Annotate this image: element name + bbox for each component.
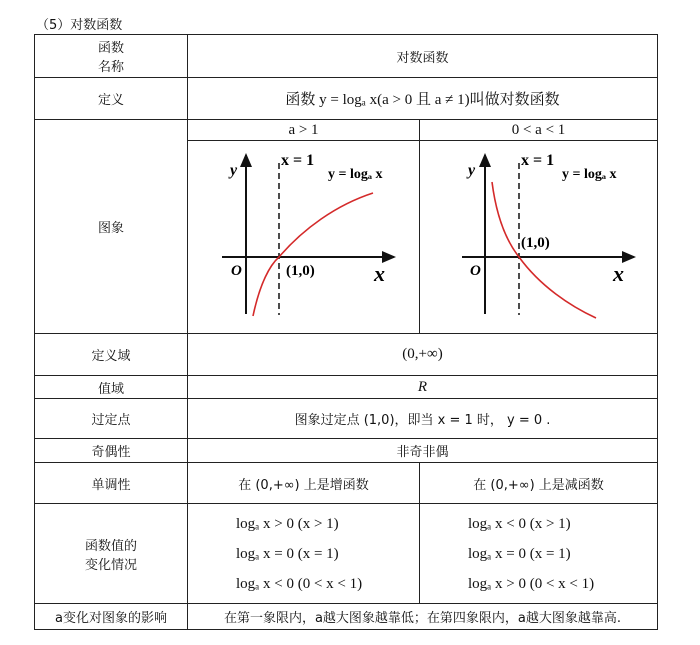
- row-value: 在第一象限内，a越大图象越靠低；在第四象限内，a越大图象越靠高.: [188, 604, 658, 630]
- row-definition: [35, 78, 658, 120]
- value-line: logₐ x = 0 (x = 1): [468, 545, 571, 562]
- row-name: [35, 35, 658, 78]
- row-value-right: 在 (0,+∞) 上是减函数: [420, 463, 658, 504]
- row-fixed-point: [35, 399, 658, 439]
- label-line: 变化情况: [84, 557, 137, 573]
- x-label: x: [613, 261, 624, 286]
- row-label: a变化对图象的影响: [35, 604, 188, 630]
- case-a-gt-1: a > 1: [188, 120, 420, 141]
- row-value: 非奇非偶: [188, 439, 658, 463]
- row-values: [35, 504, 658, 604]
- row-value: 函数 y = logₐ x(a > 0 且 a ≠ 1)叫做对数函数: [188, 78, 658, 120]
- point-label: (1,0): [286, 263, 315, 279]
- y-label: y: [468, 162, 476, 179]
- row-graph-header: [35, 120, 658, 141]
- row-domain: [35, 334, 658, 376]
- values-right: [420, 504, 658, 604]
- case-a-lt-1: 0 < a < 1: [420, 120, 658, 141]
- graph-increasing-svg: [188, 141, 420, 329]
- graph-decreasing-svg: [420, 141, 658, 329]
- row-label: 过定点: [35, 399, 188, 439]
- row-label: 图象: [35, 120, 188, 334]
- y-label: y: [230, 162, 238, 179]
- row-value: 对数函数: [188, 35, 658, 78]
- x-label: x: [374, 261, 385, 286]
- row-label: [35, 504, 188, 604]
- label-line: 函数: [97, 41, 124, 56]
- value-line: logₐ x < 0 (x > 1): [468, 515, 571, 532]
- graph-decreasing: [420, 141, 658, 334]
- graph-increasing: [188, 141, 420, 334]
- row-label: [35, 35, 188, 78]
- row-label: 定义: [35, 78, 188, 120]
- row-range: [35, 376, 658, 399]
- section-title: （5）对数函数: [36, 18, 123, 33]
- asymptote-label: x = 1: [281, 152, 315, 169]
- row-value: (0,+∞): [188, 334, 658, 376]
- value-line: logₐ x = 0 (x = 1): [236, 545, 339, 562]
- row-label: 定义域: [35, 334, 188, 376]
- log-curve: [253, 193, 373, 316]
- value-line: logₐ x > 0 (0 < x < 1): [468, 575, 595, 592]
- label-line: 函数值的: [84, 538, 137, 554]
- row-value: 图象过定点 (1,0)，即当 x = 1 时， y = 0 .: [188, 399, 658, 439]
- row-monotonicity: [35, 463, 658, 504]
- asymptote-label: x = 1: [521, 152, 555, 169]
- value-line: logₐ x > 0 (x > 1): [236, 515, 339, 532]
- row-parity: [35, 439, 658, 463]
- curve-label: y = logₐ x: [328, 167, 383, 182]
- origin-label: O: [231, 263, 242, 279]
- row-label: 值域: [35, 376, 188, 399]
- value-line: logₐ x < 0 (0 < x < 1): [236, 575, 363, 592]
- origin-label: O: [470, 263, 481, 279]
- row-label: 奇偶性: [35, 439, 188, 463]
- values-left: [188, 504, 420, 604]
- log-function-table: [34, 34, 658, 630]
- label-line: 名称: [97, 60, 124, 75]
- row-value-left: 在 (0,+∞) 上是增函数: [188, 463, 420, 504]
- row-effect-of-a: [35, 604, 658, 630]
- curve-label: y = logₐ x: [562, 167, 617, 182]
- row-value: R: [188, 376, 658, 399]
- row-label: 单调性: [35, 463, 188, 504]
- point-label: (1,0): [521, 235, 550, 251]
